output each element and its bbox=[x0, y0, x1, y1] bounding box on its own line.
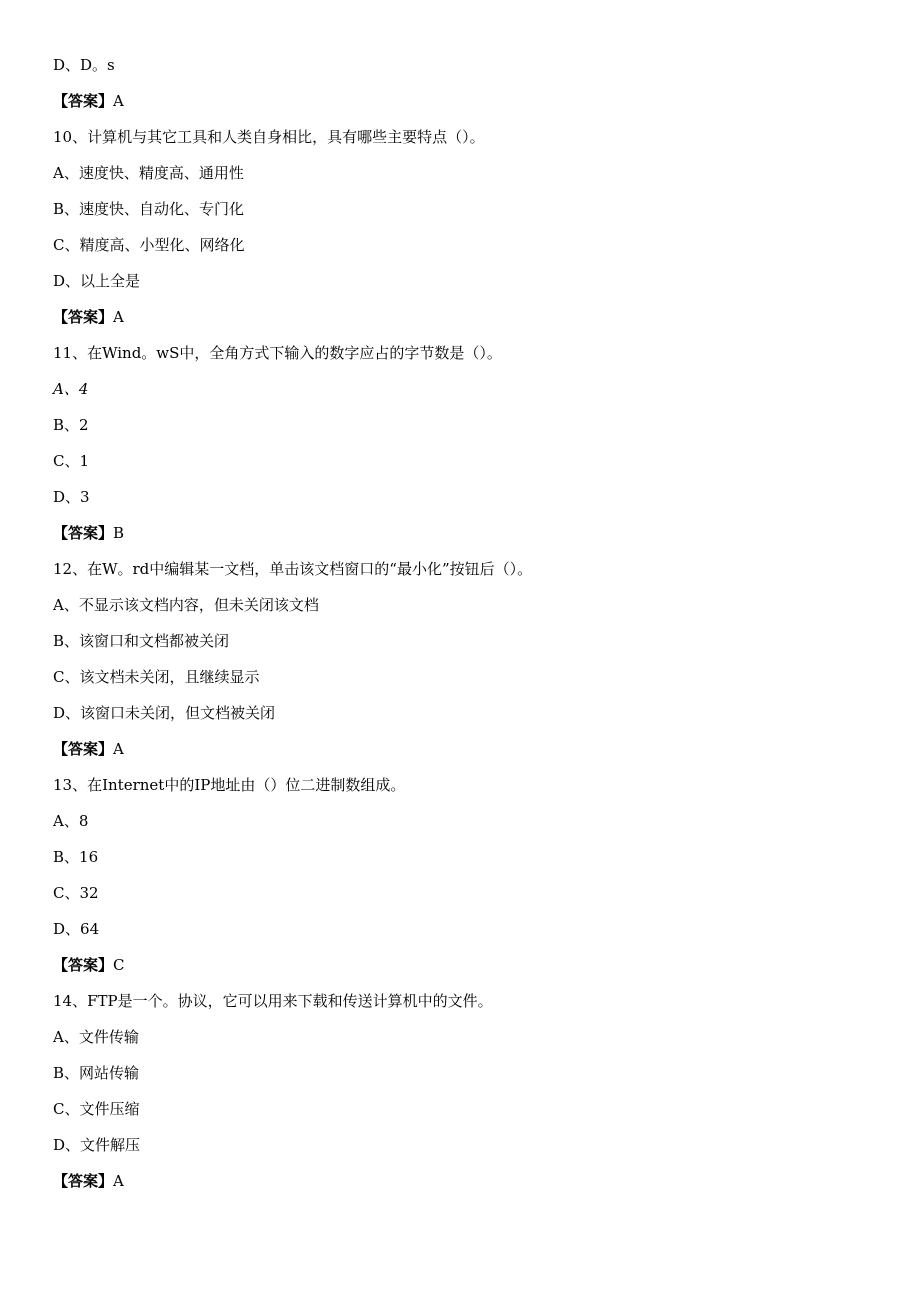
answer-value: A bbox=[113, 740, 124, 758]
option-line: B、该窗口和文档都被关闭 bbox=[53, 632, 230, 650]
option-line: C、文件压缩 bbox=[53, 1100, 140, 1118]
question-14: 14、FTP是一个。协议，它可以用来下载和传送计算机中的文件。 bbox=[53, 992, 493, 1010]
option-line: C、1 bbox=[53, 452, 90, 470]
option-line: D、D。s bbox=[53, 56, 115, 74]
answer-line bbox=[53, 739, 124, 759]
answer-line bbox=[53, 1171, 124, 1191]
option-line: D、3 bbox=[53, 488, 90, 506]
answer-line bbox=[53, 91, 124, 111]
option-line: B、2 bbox=[53, 416, 89, 434]
option-line: D、以上全是 bbox=[53, 272, 141, 290]
answer-value: C bbox=[113, 956, 125, 974]
option-line: C、32 bbox=[53, 884, 99, 902]
answer-value: A bbox=[113, 1172, 124, 1190]
option-line: A、不显示该文档内容，但未关闭该文档 bbox=[53, 596, 319, 614]
option-line: A、8 bbox=[53, 812, 89, 830]
question-12: 12、在W。rd中编辑某一文档，单击该文档窗口的“最小化”按钮后（）。 bbox=[53, 560, 533, 578]
option-line: C、该文档未关闭，且继续显示 bbox=[53, 668, 260, 686]
answer-label: 【答案】 bbox=[53, 308, 114, 326]
option-line: B、速度快、自动化、专门化 bbox=[53, 200, 245, 218]
question-11: 11、在Wind。wS中，全角方式下输入的数字应占的字节数是（）。 bbox=[53, 344, 502, 362]
answer-value: A bbox=[113, 92, 124, 110]
answer-value: B bbox=[113, 524, 125, 542]
answer-label: 【答案】 bbox=[53, 740, 114, 758]
answer-value: A bbox=[113, 308, 124, 326]
option-line: A、文件传输 bbox=[53, 1028, 139, 1046]
answer-line bbox=[53, 523, 124, 543]
answer-label: 【答案】 bbox=[53, 956, 114, 974]
question-10: 10、计算机与其它工具和人类自身相比，具有哪些主要特点（）。 bbox=[53, 128, 485, 146]
answer-label: 【答案】 bbox=[53, 1172, 114, 1190]
option-line: D、该窗口未关闭，但文档被关闭 bbox=[53, 704, 276, 722]
answer-label: 【答案】 bbox=[53, 524, 114, 542]
option-line: D、64 bbox=[53, 920, 100, 938]
answer-line bbox=[53, 307, 124, 327]
answer-label: 【答案】 bbox=[53, 92, 114, 110]
option-line: B、16 bbox=[53, 848, 99, 866]
option-line: C、精度高、小型化、网络化 bbox=[53, 236, 245, 254]
answer-line bbox=[53, 955, 125, 975]
option-line: B、网站传输 bbox=[53, 1064, 140, 1082]
question-13: 13、在Internet中的IP地址由（）位二进制数组成。 bbox=[53, 776, 406, 794]
option-line: A、速度快、精度高、通用性 bbox=[53, 164, 244, 182]
option-line: A、4 bbox=[53, 380, 89, 398]
option-line: D、文件解压 bbox=[53, 1136, 141, 1154]
